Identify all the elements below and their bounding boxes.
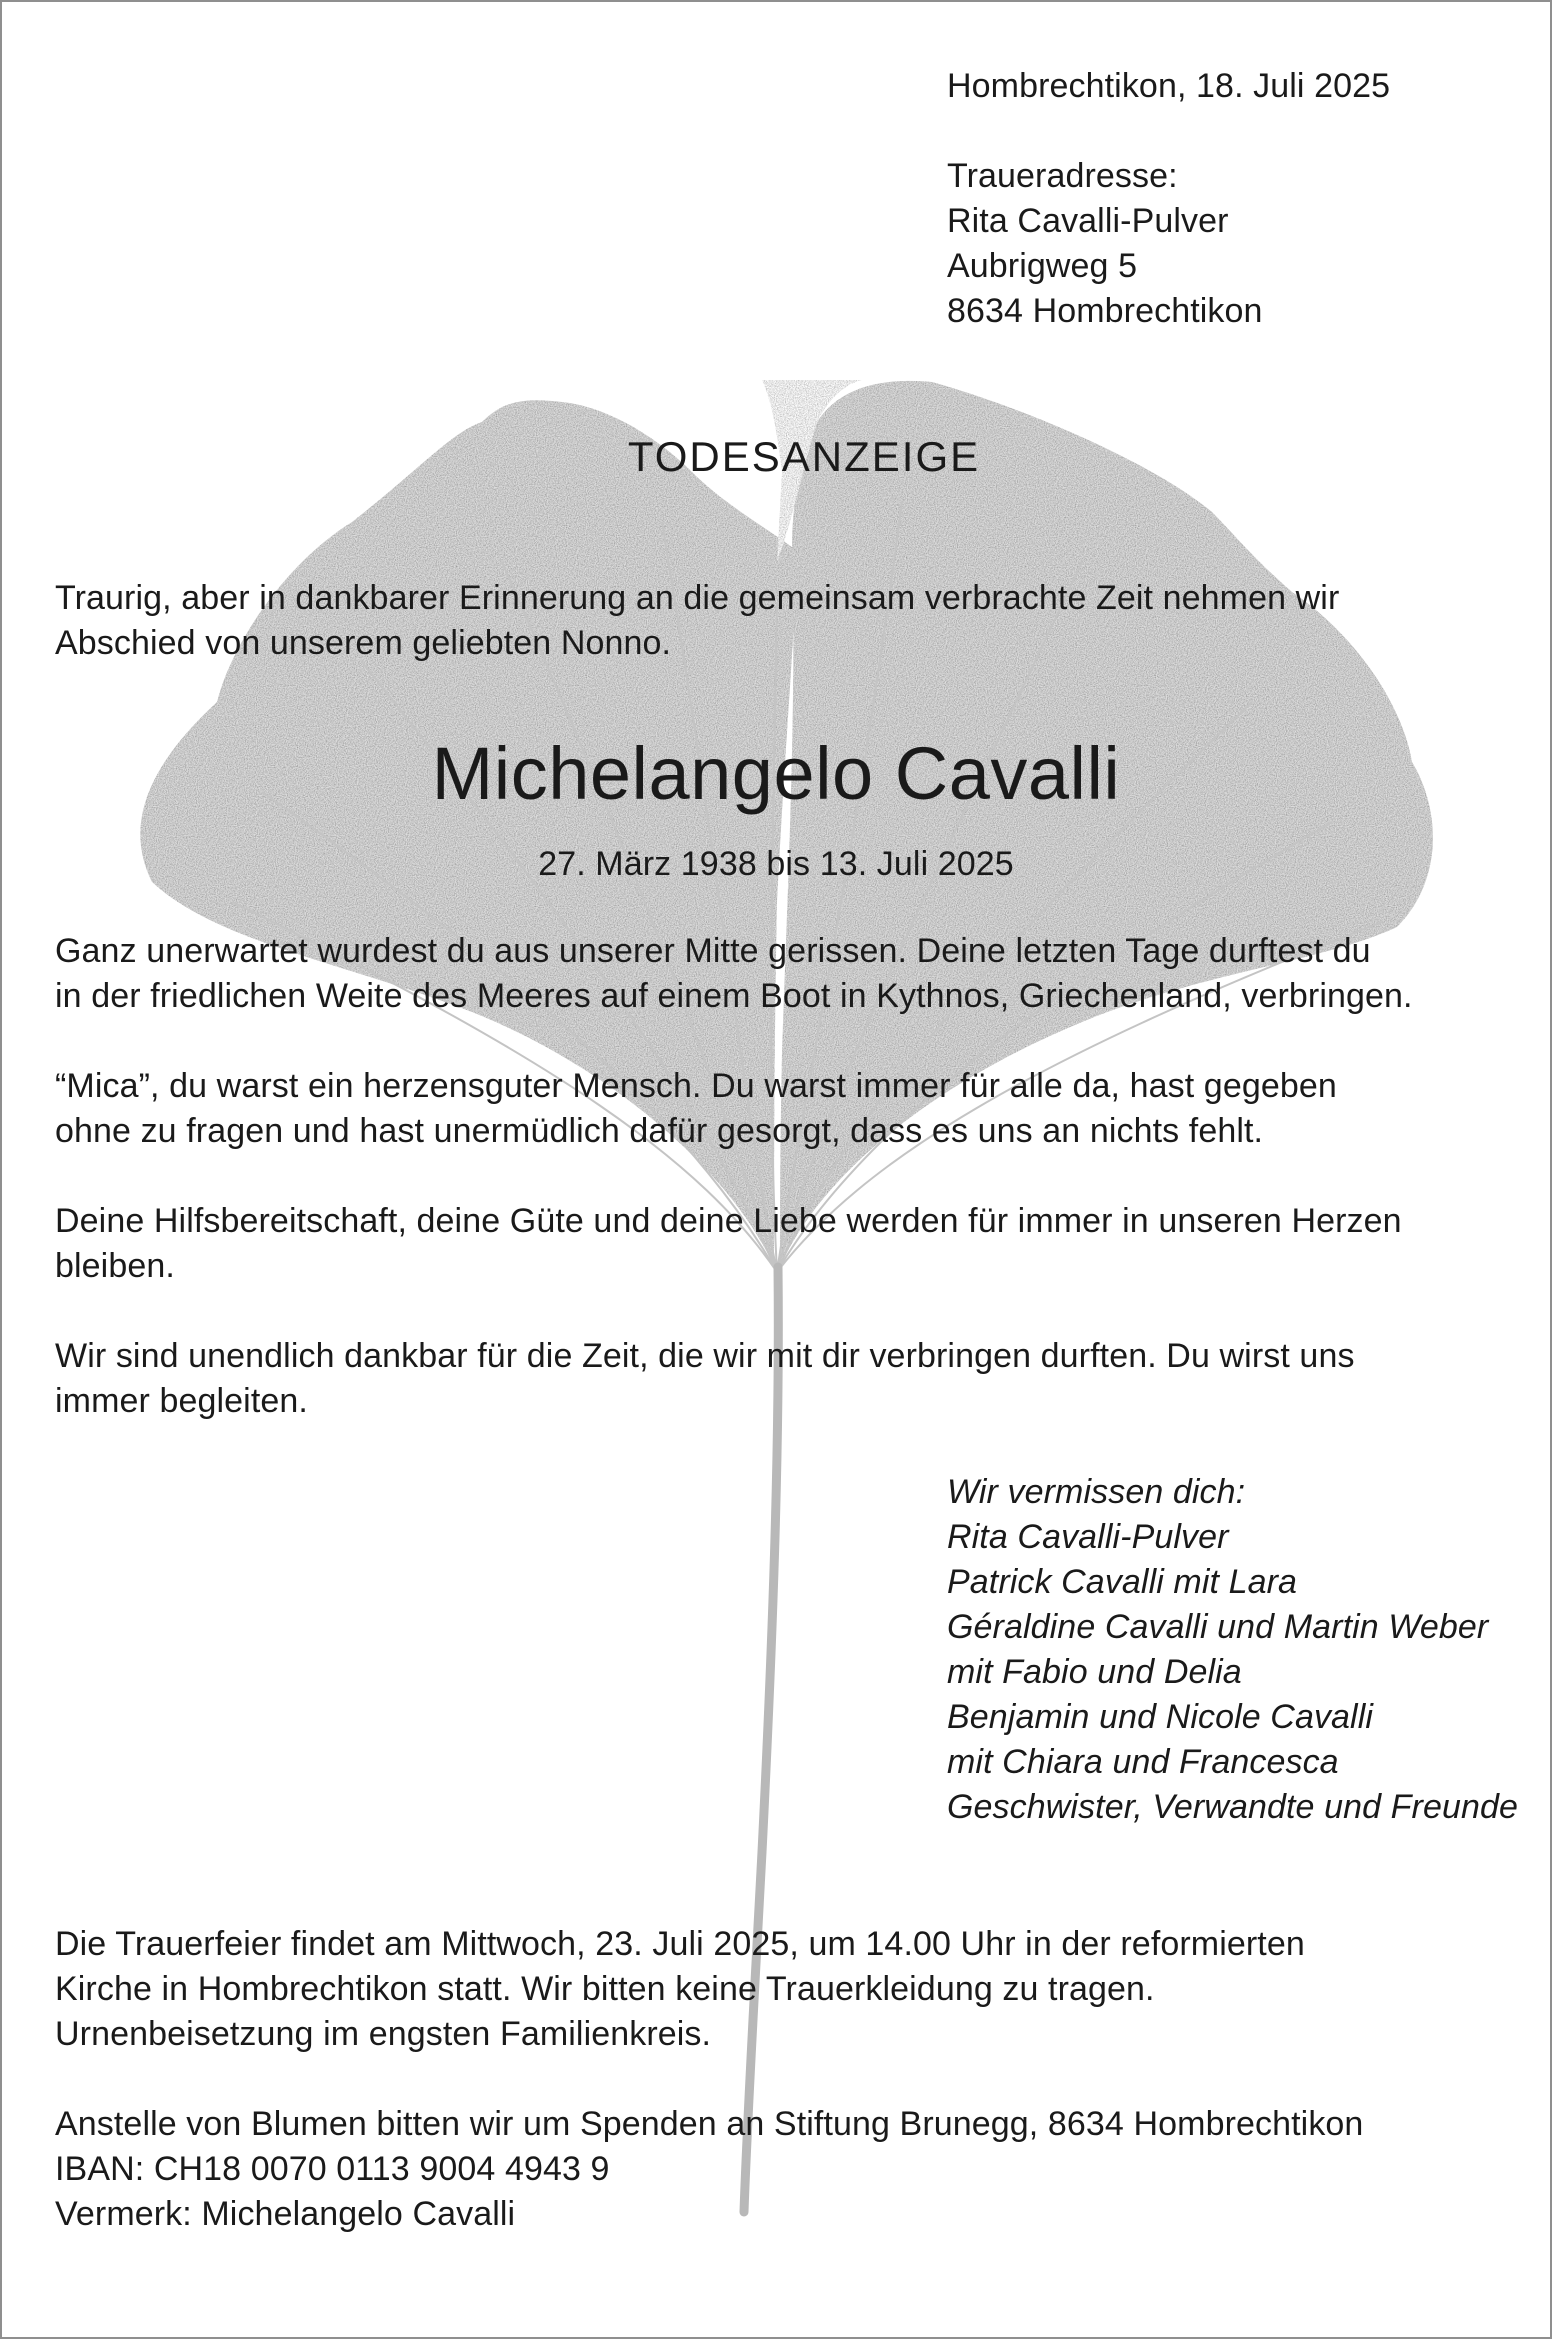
body-paragraph <box>55 1064 1515 1154</box>
intro-line: Abschied von unserem geliebten Nonno. <box>55 624 672 662</box>
body-paragraph <box>55 929 1515 1019</box>
donation-line: Vermerk: Michelangelo Cavalli <box>55 2195 516 2233</box>
body-line: bleiben. <box>55 1247 175 1285</box>
intro-text <box>55 576 1495 666</box>
signature-line: mit Chiara und Francesca <box>947 1743 1339 1781</box>
body-line: “Mica”, du warst ein herzensguter Mensch. Du warst immer für alle da, hast gegeben <box>55 1067 1337 1105</box>
ceremony-line: Urnenbeisetzung im engsten Familienkreis. <box>55 2015 712 2053</box>
header-address-block <box>947 64 1507 334</box>
body-line: Ganz unerwartet wurdest du aus unserer Mitte gerissen. Deine letzten Tage durftest du <box>55 932 1371 970</box>
body-line: Deine Hilfsbereitschaft, deine Güte und deine Liebe werden für immer in unseren Herzen <box>55 1202 1402 1240</box>
donation-line: Anstelle von Blumen bitten wir um Spenden an Stiftung Brunegg, 8634 Hombrechtikon <box>55 2105 1364 2143</box>
signature-line: Patrick Cavalli mit Lara <box>947 1563 1298 1601</box>
body-line: in der friedlichen Weite des Meeres auf einem Boot in Kythnos, Griechenland, verbringen. <box>55 977 1413 1015</box>
body-paragraph <box>55 1334 1515 1424</box>
address-line: Rita Cavalli-Pulver <box>947 202 1229 240</box>
donation-paragraph <box>55 2102 1515 2237</box>
signature-line: Wir vermissen dich: <box>947 1473 1246 1511</box>
address-line: 8634 Hombrechtikon <box>947 292 1263 330</box>
signature-line: Rita Cavalli-Pulver <box>947 1518 1229 1556</box>
deceased-name: Michelangelo Cavalli <box>431 732 1121 815</box>
intro-line: Traurig, aber in dankbarer Erinnerung an die gemeinsam verbrachte Zeit nehmen wir <box>55 579 1340 617</box>
body-line: immer begleiten. <box>55 1382 308 1420</box>
body-line: Wir sind unendlich dankbar für die Zeit, die wir mit dir verbringen durften. Du wirst uns <box>55 1337 1355 1375</box>
ceremony-paragraph <box>55 1922 1515 2057</box>
body-paragraph <box>55 1199 1515 1289</box>
body-text <box>55 929 1515 1469</box>
donation-line: IBAN: CH18 0070 0113 9004 4943 9 <box>55 2150 610 2188</box>
signature-line: Géraldine Cavalli und Martin Weber <box>947 1608 1489 1646</box>
address-label: Traueradresse: <box>947 157 1178 195</box>
life-dates: 27. März 1938 bis 13. Juli 2025 <box>538 845 1014 883</box>
ceremony-line: Kirche in Hombrechtikon statt. Wir bitten keine Trauerkleidung zu tragen. <box>55 1970 1155 2008</box>
ceremony-line: Die Trauerfeier findet am Mittwoch, 23. Juli 2025, um 14.00 Uhr in der reformierten <box>55 1925 1305 1963</box>
place-date: Hombrechtikon, 18. Juli 2025 <box>947 67 1391 105</box>
address-line: Aubrigweg 5 <box>947 247 1138 285</box>
notice-heading: TODESANZEIGE <box>627 433 981 480</box>
ceremony-and-donation-info <box>55 1922 1515 2282</box>
mourners-signature <box>947 1470 1527 1830</box>
body-line: ohne zu fragen und hast unermüdlich dafür gesorgt, dass es uns an nichts fehlt. <box>55 1112 1264 1150</box>
signature-line: mit Fabio und Delia <box>947 1653 1242 1691</box>
signature-line: Geschwister, Verwandte und Freunde <box>947 1788 1519 1826</box>
signature-line: Benjamin und Nicole Cavalli <box>947 1698 1374 1736</box>
